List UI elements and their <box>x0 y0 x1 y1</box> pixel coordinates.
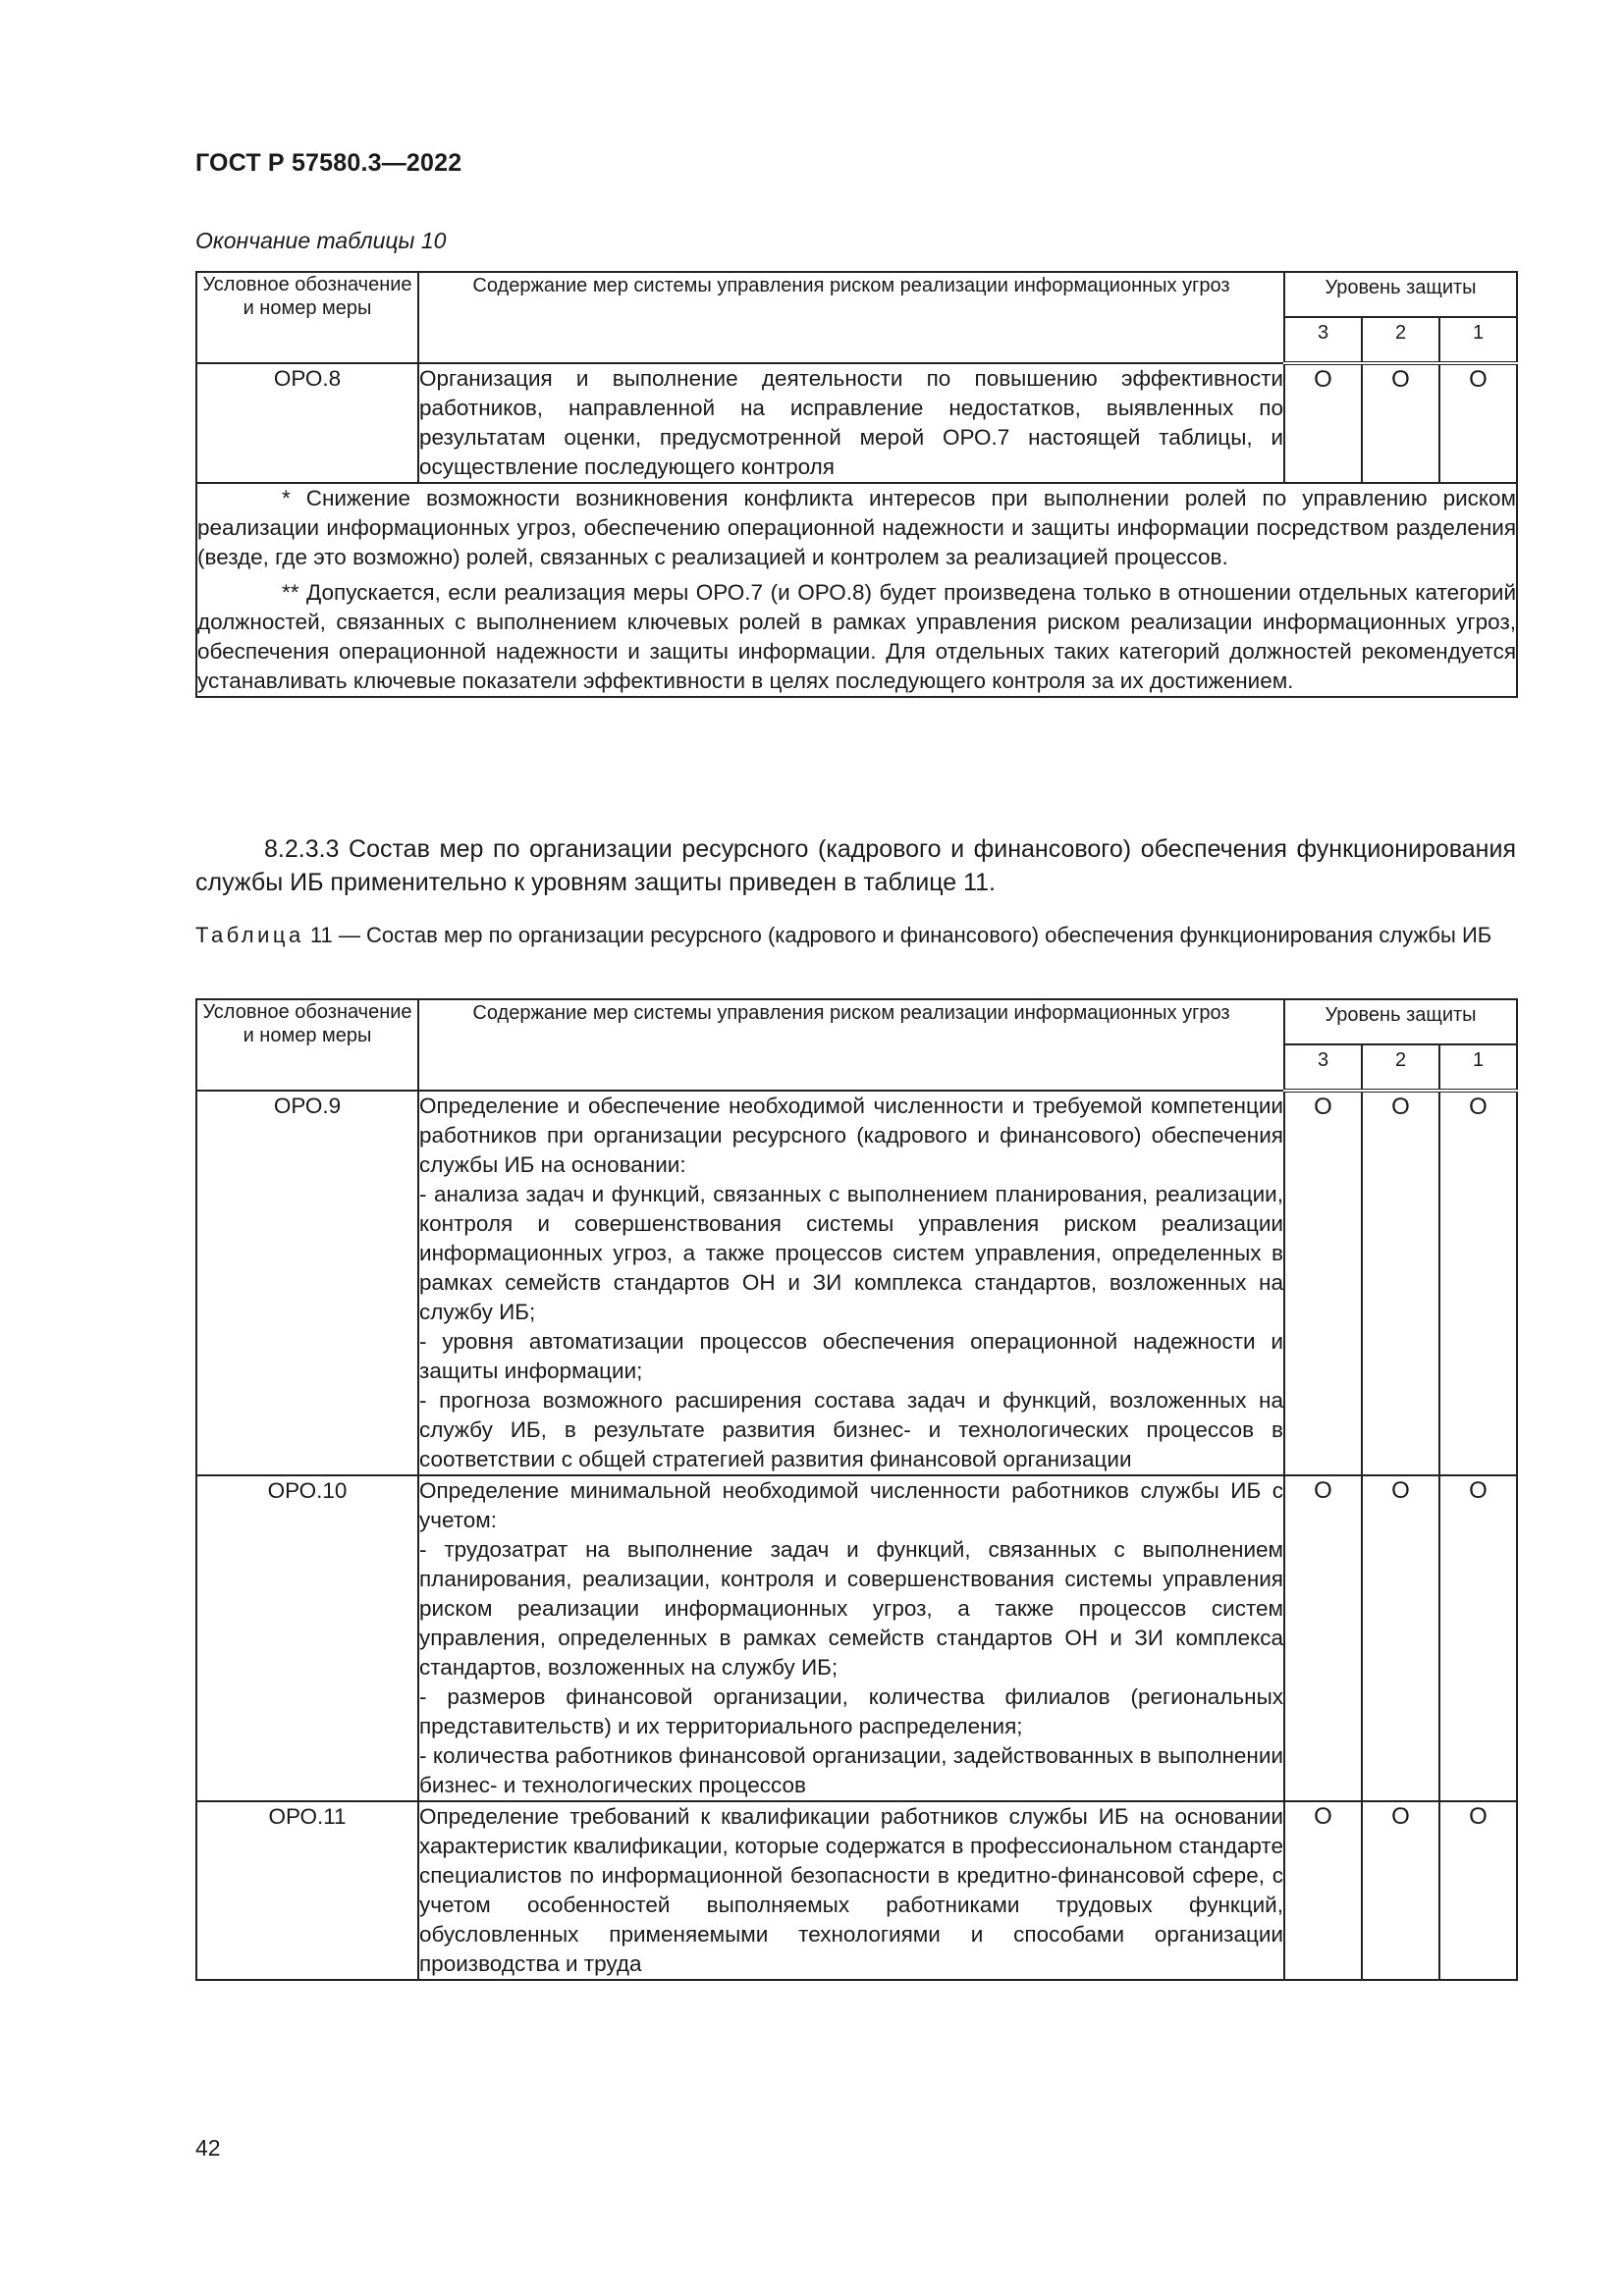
table-11-caption-text: 11 — Состав мер по организации ресурсного (кадрового и финансового) обеспечения функционирования службы ИБ <box>309 923 1492 947</box>
table-label: Таблица <box>195 923 304 947</box>
measure-code: ОРО.10 <box>196 1475 418 1801</box>
level-1-mark: О <box>1439 1801 1517 1980</box>
header-level-3: 3 <box>1284 1044 1362 1091</box>
table-10 <box>195 271 1518 698</box>
measure-line: Определение требований к квалификации работников службы ИБ на основании характеристик квалификации, которые содержатся в профессиональном стандарте специалистов по информационной безопасности в кредитно-финансовой сфере, с учетом особенностей выполняемых работниками трудовых функций, обусловленных применяемыми технологиями и способами организации производства и труда <box>419 1804 1283 1976</box>
level-1-mark: О <box>1439 1091 1517 1475</box>
header-content: Содержание мер системы управления риском реализации информационных угроз <box>418 272 1284 363</box>
footnote-2: ** Допускается, если реализация меры ОРО.7 (и ОРО.8) будет произведена только в отношении отдельных категорий должностей, связанных с выполнением ключевых ролей в рамках управления риском реализации информационных угроз, обеспечения операционной надежности и защиты информации. Для отдельных таких категорий должностей рекомендуется устанавливать ключевые показатели эффективности в целях последующего контроля за их достижением. <box>197 580 1517 693</box>
table-continuation-caption: Окончание таблицы 10 <box>195 228 447 253</box>
level-3-mark: О <box>1284 1091 1362 1475</box>
level-2-mark: О <box>1362 1801 1439 1980</box>
header-content: Содержание мер системы управления риском реализации информационных угроз <box>418 999 1284 1091</box>
header-code: Условное обозначение и номер меры <box>196 272 418 363</box>
level-2-mark: О <box>1362 1475 1439 1801</box>
measure-text <box>418 1475 1284 1801</box>
measure-line: - прогноза возможного расширения состава задач и функций, возложенных на службу ИБ, в результате развития бизнес- и технологических процессов в соответствии с общей стратегией развития финансовой организации <box>419 1388 1283 1471</box>
table-row <box>196 1475 1517 1801</box>
measure-line: Определение минимальной необходимой численности работников службы ИБ с учетом: <box>419 1478 1283 1532</box>
measure-line: - анализа задач и функций, связанных с выполнением планирования, реализации, контроля и совершенствования системы управления риском реализации информационных угроз, а также процессов систем управления, определенных в рамках семейств стандартов ОН и ЗИ комплекса стандартов, возложенных на службу ИБ; <box>419 1182 1283 1324</box>
measure-text <box>418 1801 1284 1980</box>
measure-text <box>418 1091 1284 1475</box>
measure-line: - трудозатрат на выполнение задач и функций, связанных с выполнением планирования, реализации, контроля и совершенствования системы управления риском реализации информационных угроз, а также процессов систем управления, определенных в рамках семейств стандартов ОН и ЗИ комплекса стандартов, возложенных на службу ИБ; <box>419 1537 1283 1680</box>
page-number: 42 <box>195 2135 221 2161</box>
table-row <box>196 1091 1517 1475</box>
level-3-mark: О <box>1284 1801 1362 1980</box>
footnote-1: * Снижение возможности возникновения конфликта интересов при выполнении ролей по управлению риском реализации информационных угроз, обеспечению операционной надежности и защиты информации посредством разделения (везде, где это возможно) ролей, связанных с реализацией и контролем за реализацией процессов. <box>197 486 1517 569</box>
measure-code: ОРО.8 <box>196 363 418 483</box>
table-row <box>196 363 1517 483</box>
measure-code: ОРО.9 <box>196 1091 418 1475</box>
measure-line: - количества работников финансовой организации, задействованных в выполнении бизнес- и технологических процессов <box>419 1743 1283 1797</box>
level-3-mark: О <box>1284 1475 1362 1801</box>
measure-text: Организация и выполнение деятельности по повышению эффективности работников, направленной на исправление недостатков, выявленных по результатам оценки, предусмотренной мерой ОРО.7 настоящей таблицы, и осуществление последующего контроля <box>418 363 1284 483</box>
measure-line: Определение и обеспечение необходимой численности и требуемой компетенции работников при организации ресурсного (кадрового и финансового) обеспечения службы ИБ на основании: <box>419 1094 1283 1177</box>
level-1-mark: О <box>1439 363 1517 483</box>
measure-line: - размеров финансовой организации, количества филиалов (региональных представительств) и их территориального распределения; <box>419 1684 1283 1738</box>
header-level-1: 1 <box>1439 317 1517 363</box>
level-3-mark: О <box>1284 363 1362 483</box>
measure-line: - уровня автоматизации процессов обеспечения операционной надежности и защиты информации; <box>419 1329 1283 1383</box>
table-notes <box>196 483 1517 697</box>
section-paragraph: 8.2.3.3 Состав мер по организации ресурсного (кадрового и финансового) обеспечения функционирования службы ИБ применительно к уровням защиты приведен в таблице 11. <box>195 835 1516 896</box>
table-row <box>196 1801 1517 1980</box>
header-code: Условное обозначение и номер меры <box>196 999 418 1091</box>
header-level-2: 2 <box>1362 1044 1439 1091</box>
header-level-3: 3 <box>1284 317 1362 363</box>
header-level: Уровень защиты <box>1284 272 1517 317</box>
page-header-title: ГОСТ Р 57580.3—2022 <box>195 149 462 177</box>
level-2-mark: О <box>1362 363 1439 483</box>
table-notes-row <box>196 483 1517 697</box>
table-11-caption <box>195 922 1516 949</box>
header-level-2: 2 <box>1362 317 1439 363</box>
header-level: Уровень защиты <box>1284 999 1517 1044</box>
level-2-mark: О <box>1362 1091 1439 1475</box>
table-11 <box>195 998 1518 1981</box>
measure-code: ОРО.11 <box>196 1801 418 1980</box>
header-level-1: 1 <box>1439 1044 1517 1091</box>
level-1-mark: О <box>1439 1475 1517 1801</box>
